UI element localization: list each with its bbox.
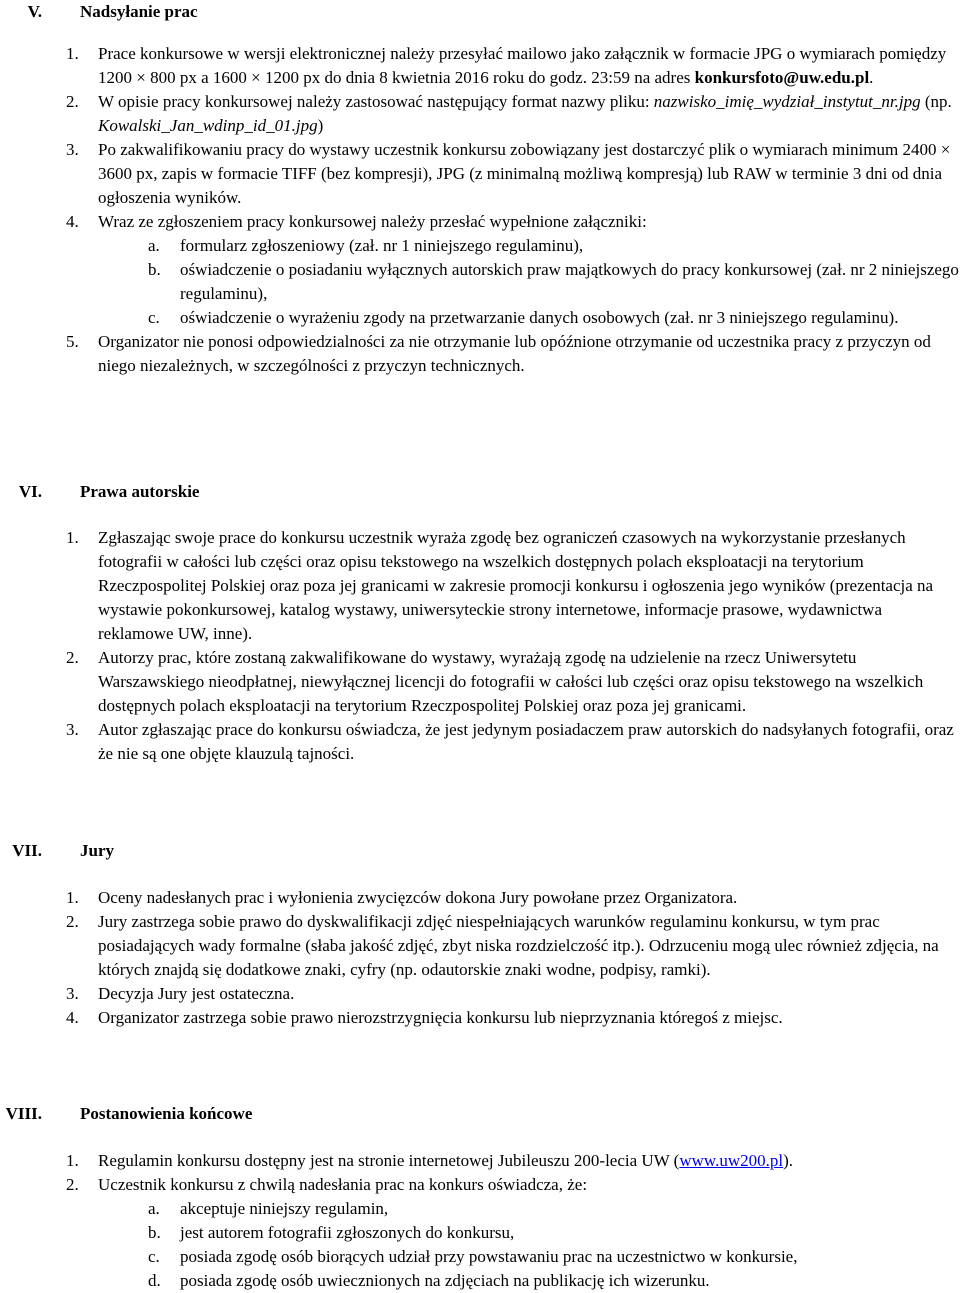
sub-item-letter: a. (148, 236, 160, 255)
sub-item-text: jest autorem fotografii zgłoszonych do konkursu, (180, 1223, 515, 1242)
sub-item-letter: b. (148, 260, 161, 279)
sub-item-letter: a. (148, 1199, 160, 1218)
item-text: Organizator zastrzega sobie prawo nierozstrzygnięcia konkursu lub nieprzyznania któregoś z miejsc. (98, 1008, 783, 1027)
list-item (0, 42, 960, 90)
section-title: Jury (80, 841, 114, 860)
section-number: VI. (18, 482, 42, 501)
section-title: Nadsyłanie prac (80, 2, 198, 21)
item-text: Organizator nie ponosi odpowiedzialności za nie otrzymanie lub opóźnione otrzymanie od uczestnika pracy z przyczyn od niego niezależnych, w szczególności z przyczyn technicznych. (98, 332, 931, 375)
item-text: Uczestnik konkursu z chwilą nadesłania prac na konkurs oświadcza, że: (98, 1175, 588, 1194)
sub-item-text: akceptuje niniejszy regulamin, (180, 1199, 389, 1218)
item-number: 3. (66, 984, 79, 1003)
item-number: 2. (66, 1175, 79, 1194)
sub-list-item (0, 1245, 960, 1269)
sub-list-item (0, 306, 960, 330)
sub-item-text: posiada zgodę osób biorących udział przy powstawaniu prac na uczestnictwo w konkursie, (180, 1247, 798, 1266)
item-number: 2. (66, 92, 79, 111)
section-title: Postanowienia końcowe (80, 1104, 253, 1123)
section-number: V. (27, 2, 42, 21)
item-number: 4. (66, 212, 79, 231)
sub-item-text: posiada zgodę osób uwiecznionych na zdjęciach na publikację ich wizerunku. (180, 1271, 710, 1290)
filename-example: Kowalski_Jan_wdinp_id_01.jpg (98, 116, 318, 135)
item-text: Prace konkursowe w wersji elektronicznej należy przesyłać mailowo jako załącznik w formacie JPG o wymiarach pomiędzy 1200 × 800 px a 1600 × 1200 px do dnia 8 kwietnia 2016 roku do godz. 23:59 na adres (98, 44, 947, 87)
filename-format: nazwisko_imię_wydział_instytut_nr.jpg (653, 92, 921, 111)
section-number: VII. (12, 841, 42, 860)
section-number: VIII. (5, 1104, 42, 1123)
sub-item-letter: b. (148, 1223, 161, 1242)
item-text: W opisie pracy konkursowej należy zastosować następujący format nazwy pliku: (98, 92, 654, 111)
list-item (0, 526, 960, 646)
sub-item-letter: d. (148, 1271, 161, 1290)
list-item (0, 718, 960, 766)
list-item (0, 982, 960, 1006)
sub-list-item (0, 1269, 960, 1293)
section-title: Prawa autorskie (80, 482, 200, 501)
item-text: Wraz ze zgłoszeniem pracy konkursowej należy przesłać wypełnione załączniki: (98, 212, 647, 231)
sub-item-text: formularz zgłoszeniowy (zał. nr 1 niniejszego regulaminu), (180, 236, 584, 255)
item-number: 1. (66, 1151, 79, 1170)
item-text: Decyzja Jury jest ostateczna. (98, 984, 295, 1003)
list-item (0, 90, 960, 138)
example-open: (np. (920, 92, 952, 111)
sub-item-letter: c. (148, 1247, 160, 1266)
list-item (0, 1173, 960, 1293)
item-text: Jury zastrzega sobie prawo do dyskwalifikacji zdjęć niespełniających warunków regulaminu konkursu, w tym prac posiadających wady formalne (słaba jakość zdjęć, zbyt niska rozdzielczość itp.). Odrzuceniu mogą ulec również zdjęcia, na których znajdą się dodatkowe znaki, cyfry (np. odautorskie znaki wodne, podpisy, ramki). (98, 912, 939, 979)
item-number: 2. (66, 912, 79, 931)
item-text: Zgłaszając swoje prace do konkursu uczestnik wyraża zgodę bez ograniczeń czasowych na wykorzystanie przesłanych fotografii w całości lub części oraz opisu tekstowego na wszelkich dostępnych polach eksploatacji na terytorium Rzeczpospolitej Polskiej oraz poza jej granicami w zakresie promocji konkursu i ogłoszenia jego wyników (prezentacja na wystawie pokonkursowej, katalog wystawy, uniwersyteckie strony internetowe, informacje prasowe, wydawnictwa reklamowe UW, inne). (98, 528, 934, 643)
section-viii-body (0, 1149, 960, 1293)
sub-list-item (0, 1221, 960, 1245)
item-text: Autorzy prac, które zostaną zakwalifikowane do wystawy, wyrażają zgodę na udzielenie na rzecz Uniwersytetu Warszawskiego nieodpłatnej, niewyłącznej licencji do fotografii w całości lub części oraz opisu tekstowego na wszelkich dostępnych polach eksploatacji na terytorium Rzeczpospolitej Polskiej oraz poza jej granicami. (98, 648, 924, 715)
section-heading-v (0, 0, 960, 24)
list-item (0, 910, 960, 982)
item-number: 1. (66, 888, 79, 907)
item-number: 1. (66, 528, 79, 547)
sub-item-text: oświadczenie o posiadaniu wyłącznych autorskich praw majątkowych do pracy konkursowej (zał. nr 2 niniejszego regulaminu), (180, 260, 959, 303)
list-item (0, 330, 960, 378)
item-text-end: ). (783, 1151, 793, 1170)
website-link[interactable]: www.uw200.pl (679, 1151, 784, 1170)
section-heading-vii (0, 839, 960, 863)
item-text: Oceny nadesłanych prac i wyłonienia zwycięzców dokona Jury powołane przez Organizatora. (98, 888, 738, 907)
email-address: konkursfoto@uw.edu.pl (694, 68, 870, 87)
item-number: 5. (66, 332, 79, 351)
item-text-end: . (869, 68, 874, 87)
list-item (0, 1006, 960, 1030)
list-item (0, 886, 960, 910)
item-text: Autor zgłaszając prace do konkursu oświadcza, że jest jedynym posiadaczem praw autorskich do nadsyłanych fotografii, oraz że nie są one objęte klauzulą tajności. (98, 720, 954, 763)
item-number: 3. (66, 720, 79, 739)
item-number: 3. (66, 140, 79, 159)
sub-list (98, 234, 960, 330)
section-vi-body (0, 526, 960, 766)
section-heading-vi (0, 480, 960, 504)
list-item (0, 646, 960, 718)
list-item (0, 138, 960, 210)
section-heading-viii (0, 1102, 960, 1126)
sub-list-item (0, 1197, 960, 1221)
list-item (0, 1149, 960, 1173)
item-text: Po zakwalifikowaniu pracy do wystawy uczestnik konkursu zobowiązany jest dostarczyć plik o wymiarach minimum 2400 × 3600 px, zapis w formacie TIFF (bez kompresji), JPG (z minimalną możliwą kompresją) lub RAW w terminie 3 dni od dnia ogłoszenia wyników. (98, 140, 951, 207)
section-vii-body (0, 886, 960, 1030)
item-text: Regulamin konkursu dostępny jest na stronie internetowej Jubileuszu 200-lecia UW ( (98, 1151, 680, 1170)
sub-item-text: oświadczenie o wyrażeniu zgody na przetwarzanie danych osobowych (zał. nr 3 niniejszego regulaminu). (180, 308, 899, 327)
example-close: ) (317, 116, 324, 135)
item-number: 4. (66, 1008, 79, 1027)
item-number: 1. (66, 44, 79, 63)
section-v-body (0, 42, 960, 378)
item-number: 2. (66, 648, 79, 667)
sub-item-letter: c. (148, 308, 160, 327)
sub-list (98, 1197, 960, 1293)
sub-list-item (0, 258, 960, 306)
sub-list-item (0, 234, 960, 258)
list-item (0, 210, 960, 330)
